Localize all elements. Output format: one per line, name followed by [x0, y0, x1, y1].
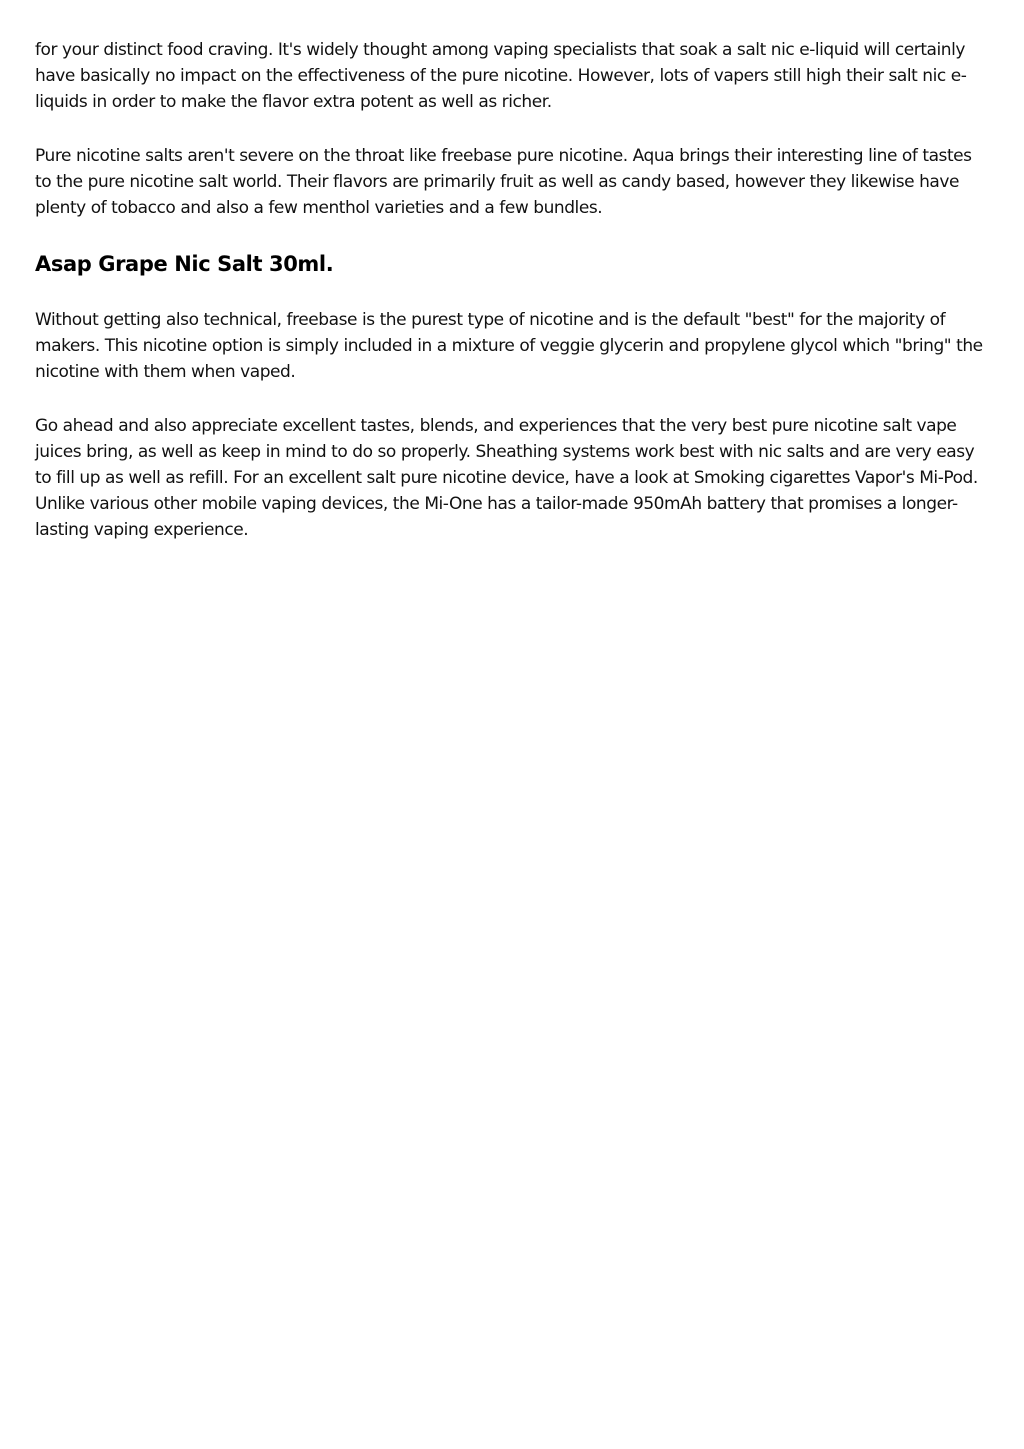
paragraph-food-craving: for your distinct food craving. It's widely thought among vaping specialists that soak a salt nic e-liquid will certainly have basically no impact on the effectiveness of the pure nicotine. However, lots of vapers still high their salt nic e-liquids in order to make the flavor extra potent as well as richer. — [35, 40, 967, 112]
section-heading: Asap Grape Nic Salt 30ml. — [35, 252, 334, 276]
paragraph-mi-pod: Go ahead and also appreciate excellent tastes, blends, and experiences that the very best pure nicotine salt vape juices bring, as well as keep in mind to do so properly. Sheathing systems work best with nic salts and are very easy to fill up as well as refill. For an excellent salt pure nicotine device, have a look at Smoking cigarettes Vapor's Mi-Pod. Unlike various other mobile vaping devices, the Mi-One has a tailor-made 950mAh battery that promises a longer-lasting vaping experience. — [35, 416, 978, 540]
paragraph-nicotine-salts: Pure nicotine salts aren't severe on the throat like freebase pure nicotine. Aqua brings their interesting line of tastes to the pure nicotine salt world. Their flavors are primarily fruit as well as candy based, however they likewise have plenty of tobacco and also a few menthol varieties and a few bundles. — [35, 146, 972, 218]
paragraph-freebase: Without getting also technical, freebase is the purest type of nicotine and is the default "best" for the majority of makers. This nicotine option is simply included in a mixture of veggie glycerin and propylene glycol which "bring" the nicotine with them when vaped. — [35, 310, 983, 382]
article-body — [35, 37, 990, 571]
